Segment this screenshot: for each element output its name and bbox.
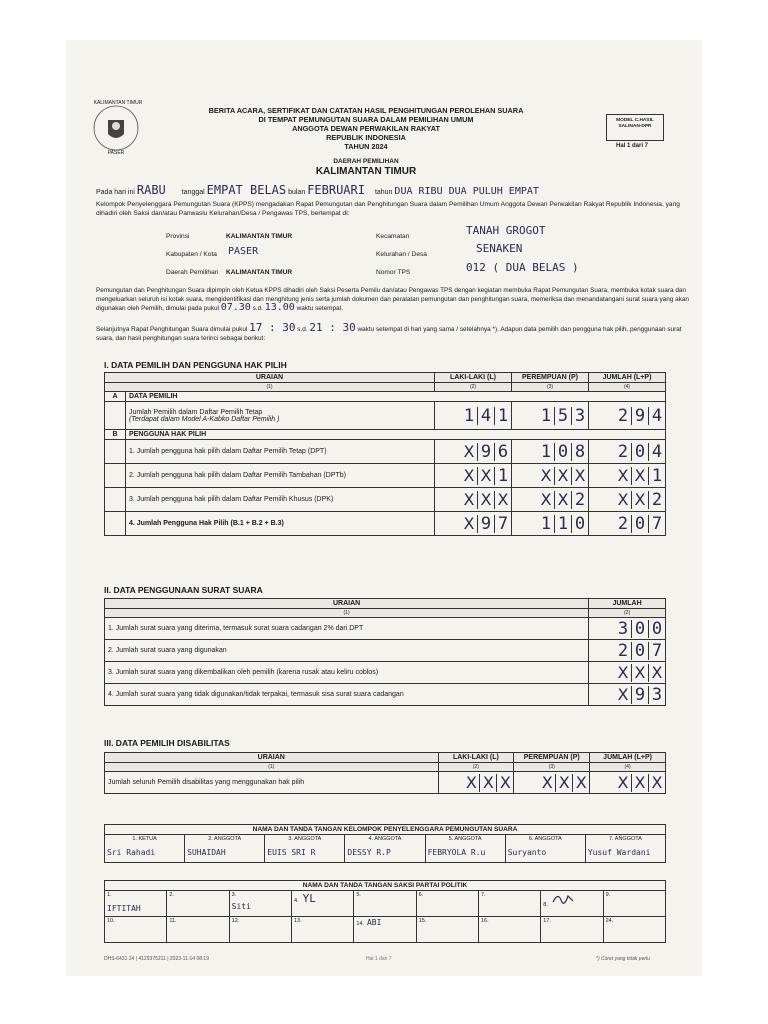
provinsi-value: KALIMANTAN TIMUR: [226, 233, 293, 240]
kpps-sig-6: 6. ANGGOTA Suryanto: [505, 835, 585, 863]
saksi-9: 9.: [603, 891, 665, 917]
table-row: 1. Jumlah pengguna hak pilih dalam Daftar Pemilih Tetap (DPT) X 9 6 1 0 8 2 0 4: [105, 440, 666, 464]
s1-a-p: 1 5 3: [512, 402, 589, 430]
kecamatan-value: TANAH GROGOT: [466, 224, 546, 237]
bulan-label: bulan: [288, 189, 306, 196]
footer-code: DHS-6431 24 | 4129375211 | 2023-11-14 08:19: [104, 956, 209, 962]
s3-row-label: Jumlah seluruh Pemilih disabilitas yang menggunakan hak pilih: [105, 772, 439, 794]
saksi-12: 12.: [229, 917, 291, 943]
saksi-5: 5.: [354, 891, 416, 917]
intro-label: Pada hari ini: [96, 189, 135, 196]
saksi-11: 11.: [167, 917, 229, 943]
document-title: [186, 106, 546, 177]
s2-r2-label: 2. Jumlah surat suara yang digunakan: [105, 640, 589, 662]
footer-note: *) Coret yang tidak perlu: [596, 956, 650, 962]
year-value: DUA RIBU DUA PULUH EMPAT: [394, 186, 539, 197]
kabupaten-label: Kabupaten / Kota: [166, 251, 217, 258]
daerah-pemilihan-value: KALIMANTAN TIMUR: [226, 269, 293, 276]
title-line2: DI TEMPAT PEMUNGUTAN SUARA DALAM PEMILIHAN UMUM: [258, 115, 474, 124]
s1-a-j: 2 9 4: [589, 402, 666, 430]
kpu-logo: [86, 100, 146, 160]
saksi-6: 6.: [416, 891, 478, 917]
title-line3: ANGGOTA DEWAN PERWAKILAN RAKYAT: [292, 124, 440, 133]
location-block: [166, 224, 686, 282]
section1-title: I. DATA PEMILIH DAN PENGGUNA HAK PILIH: [104, 360, 287, 370]
s1-n3: (3): [512, 383, 589, 392]
s1-b3-label: 3. Jumlah pengguna hak pilih dalam Daftar Pemilih Khusus (DPK): [126, 488, 435, 512]
s1-a-row: [126, 402, 435, 430]
s2-r3-label: 3. Jumlah surat suara yang dikembalikan oleh pemilih (karena rusak atau keliru coblos): [105, 662, 589, 684]
s2-n2: (2): [589, 609, 666, 618]
s2-r1-label: 1. Jumlah surat suara yang diterima, termasuk surat suara cadangan 2% dari DPT: [105, 618, 589, 640]
table-row: 3. Jumlah pengguna hak pilih dalam Daftar Pemilih Khusus (DPK) X X X X X 2 X X 2: [105, 488, 666, 512]
s1-n2: (2): [435, 383, 512, 392]
section2-title: II. DATA PENGGUNAAN SURAT SUARA: [104, 585, 263, 595]
kpps-sig-4: 4. ANGGOTA DESSY R.P: [345, 835, 425, 863]
kpps-sig-5: 5. ANGGOTA FEBRYOLA R.u: [425, 835, 505, 863]
s1-col-j: JUMLAH (L+P): [589, 373, 666, 383]
s1-col-uraian: URAIAN: [105, 373, 435, 383]
count-paragraph: [96, 323, 696, 343]
procedure-text: Pemungutan dan Penghitungan Suara dipimpin oleh Ketua KPPS dihadiri oleh Saksi Peserta Pemilu dan/atau Pengawas TPS dengan kegiatan membuka Rapat Pemungutan Suara, membuka kotak suara dan mengeluarkan seluruh isi kotak suara, mengidentifikasi dan menghitung jenis serta jumlah dokumen dan peralatan pemungutan dan penghitungan suara, memeriksa dan menandatangani surat suara yang akan digunakan oleh Pemilih, dimulai pada pukul: [96, 287, 689, 312]
footer-page: Hal 1 dari 7: [366, 956, 392, 962]
table-row: 2. Jumlah surat suara yang digunakan 2 0 7: [105, 640, 666, 662]
saksi-title: NAMA DAN TANDA TANGAN SAKSI PARTAI POLITIK: [105, 881, 666, 891]
s3-col-l: LAKI-LAKI (L): [438, 753, 514, 763]
s3-col-uraian: URAIAN: [105, 753, 439, 763]
procedure-end-time: 13.00: [264, 302, 295, 313]
s3-col-p: PEREMPUAN (P): [514, 753, 590, 763]
s3-n2: (2): [438, 763, 514, 772]
date-value: EMPAT BELAS: [206, 183, 287, 197]
procedure-start-time: 07.30: [220, 302, 251, 313]
intro-paragraph: Kelompok Penyelenggara Pemungutan Suara (KPPS) mengadakan Rapat Pemungutan dan Penghitungan Suara dalam Pemilihan Umum Anggota Dewan Perwakilan Rakyat Republik Indonesia, yang dihadiri oleh Saksi dan/atau Panwaslu Kelurahan/Desa / Pengawas TPS, bertempat di:: [96, 201, 680, 217]
tps-value: 012 ( DUA BELAS ): [466, 261, 579, 274]
section1-table: [104, 372, 666, 536]
table-row: 1. Jumlah surat suara yang diterima, termasuk surat suara cadangan 2% dari DPT 3 0 0: [105, 618, 666, 640]
procedure-sd: s.d.: [252, 305, 263, 312]
daerah-value: KALIMANTAN TIMUR: [315, 166, 417, 177]
kpps-title: NAMA DAN TANDA TANGAN KELOMPOK PENYELENGGARA PEMUNGUTAN SUARA: [105, 825, 666, 835]
saksi-signature-table: [104, 880, 666, 943]
saksi-8: 8.: [541, 891, 603, 917]
section3-table: [104, 752, 666, 794]
table-row: 2. Jumlah pengguna hak pilih dalam Daftar Pemilih Tambahan (DPTb) X X 1 X X X X X 1: [105, 464, 666, 488]
table-row: Jumlah seluruh Pemilih disabilitas yang menggunakan hak pilih X X X X X X X X X: [105, 772, 666, 794]
s2-n1: (1): [105, 609, 589, 618]
s1-n1: (1): [105, 383, 435, 392]
kabupaten-value: PASER: [228, 246, 259, 257]
saksi-4: 4. YL: [291, 891, 353, 917]
s3-col-j: JUMLAH (L+P): [590, 753, 666, 763]
s1-a-row-note: (Terdapat dalam Model A-Kabko Daftar Pemilih ): [129, 415, 280, 423]
kpps-sig-7: 7. ANGGOTA Yusuf Wardani: [585, 835, 665, 863]
saksi-2: 2.: [167, 891, 229, 917]
kpps-signature-table: [104, 824, 666, 863]
procedure-paragraph: [96, 287, 696, 314]
saksi-3: 3. Siti: [229, 891, 291, 917]
s1-a-code: A: [105, 392, 126, 402]
saksi-1: 1. IFTITAH: [105, 891, 167, 917]
s3-n3: (3): [514, 763, 590, 772]
s1-b1-label: 1. Jumlah pengguna hak pilih dalam Daftar Pemilih Tetap (DPT): [126, 440, 435, 464]
title-line5: TAHUN 2024: [344, 142, 388, 151]
kpps-sig-3: 3. ANGGOTA EUIS SRI R: [265, 835, 345, 863]
logo-sub: PASER: [107, 150, 125, 156]
saksi-14: 14. ABI: [354, 917, 416, 943]
s2-col-j: JUMLAH: [589, 599, 666, 609]
day-value: RABU: [136, 183, 166, 197]
kelurahan-value: SENAKEN: [476, 242, 523, 255]
count-text-a: Selanjutnya Rapat Penghitungan Suara dimulai pukul: [96, 326, 248, 333]
s2-r4-label: 4. Jumlah surat suara yang tidak digunakan/tidak terpakai, termasuk sisa surat suara cadangan: [105, 684, 589, 706]
count-start-time: 17 : 30: [249, 321, 296, 334]
count-end-time: 21 : 30: [309, 321, 356, 334]
s1-a-row-label: Jumlah Pemilih dalam Daftar Pemilih Tetap: [129, 408, 263, 416]
saksi-7: 7.: [478, 891, 540, 917]
s1-n4: (4): [589, 383, 666, 392]
signature-scribble-icon: [552, 902, 574, 908]
intro-line: [96, 183, 686, 198]
s1-b-code: B: [105, 430, 126, 440]
kelurahan-label: Kelurahan / Desa: [376, 251, 427, 258]
saksi-13: 13.: [291, 917, 353, 943]
saksi-17: 17.: [541, 917, 603, 943]
daerah-pemilihan-label: Daerah Pemilihan: [166, 269, 219, 276]
tanggal-label: tanggal: [181, 189, 205, 196]
s1-b2-label: 2. Jumlah pengguna hak pilih dalam Daftar Pemilih Tambahan (DPTb): [126, 464, 435, 488]
title-line4: REPUBLIK INDONESIA: [326, 133, 406, 142]
s1-a-l: 1 4 1: [435, 402, 512, 430]
table-row: 4. Jumlah Pengguna Hak Pilih (B.1 + B.2 + B.3) X 9 7 1 1 0 2 0 7: [105, 512, 666, 536]
daerah-heading: DAERAH PEMILIHAN: [333, 158, 399, 165]
s1-col-l: LAKI-LAKI (L): [435, 373, 512, 383]
table-row: 4. Jumlah surat suara yang tidak digunakan/tidak terpakai, termasuk sisa surat suara cadangan X 9 3: [105, 684, 666, 706]
count-text-b: waktu setempat di hari yang sama / setelahnya *). Adapun data pemilih dan pengguna hak pilih, penggunaan surat suara, dan hasil penghitungan suara terinci sebagai berikut:: [96, 326, 682, 342]
s3-n4: (4): [590, 763, 666, 772]
s1-col-p: PEREMPUAN (P): [512, 373, 589, 383]
kpps-sig-2: 2. ANGGOTA SUHAIDAH: [185, 835, 265, 863]
s1-b4-label: 4. Jumlah Pengguna Hak Pilih (B.1 + B.2 + B.3): [126, 512, 435, 536]
page-number: Hal 1 dari 7: [616, 143, 649, 149]
month-value: FEBRUARI: [307, 183, 365, 197]
document-page: [66, 40, 702, 976]
tahun-label: tahun: [374, 189, 393, 196]
table-row: 3. Jumlah surat suara yang dikembalikan oleh pemilih (karena rusak atau keliru coblos) X X X: [105, 662, 666, 684]
section3-title: III. DATA PEMILIH DISABILITAS: [104, 738, 230, 748]
provinsi-label: Provinsi: [166, 233, 190, 240]
title-line1: BERITA ACARA, SERTIFIKAT DAN CATATAN HASIL PENGHITUNGAN PEROLEHAN SUARA: [208, 106, 524, 115]
count-sd: s.d.: [297, 326, 308, 333]
saksi-10: 10.: [105, 917, 167, 943]
kpps-sig-1: 1. KETUA Sri Rahadi: [105, 835, 185, 863]
tps-label: Nomor TPS: [376, 269, 411, 276]
logo-text: KALIMANTAN TIMUR: [93, 100, 143, 106]
procedure-end-text: waktu setempat.: [296, 305, 344, 312]
s1-b-title: PENGGUNA HAK PILIH: [126, 430, 666, 440]
saksi-16: 16.: [478, 917, 540, 943]
saksi-15: 15.: [416, 917, 478, 943]
saksi-24: 24.: [603, 917, 665, 943]
model-code-box: MODEL C.HASIL SALINAN-DPR: [606, 114, 664, 141]
s1-a-title: DATA PEMILIH: [126, 392, 666, 402]
s3-n1: (1): [105, 763, 439, 772]
kecamatan-label: Kecamatan: [376, 233, 410, 240]
s2-col-uraian: URAIAN: [105, 599, 589, 609]
section2-table: [104, 598, 666, 706]
